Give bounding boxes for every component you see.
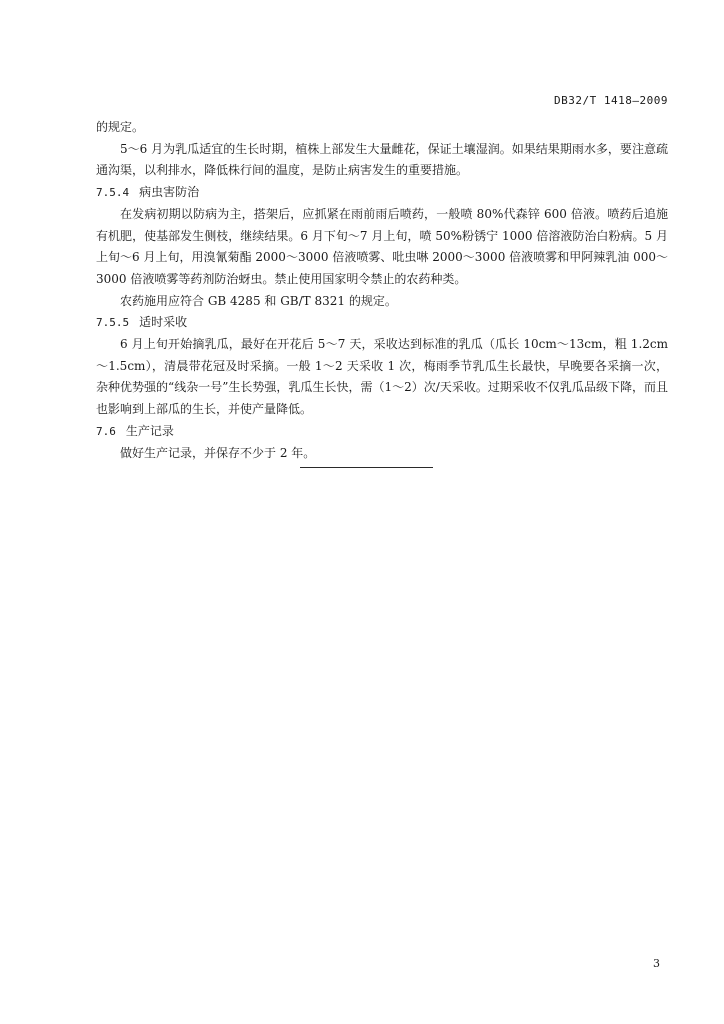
end-of-text-rule (300, 467, 433, 468)
section-number: 7.5.4 (96, 186, 130, 200)
section-title: 生产记录 (125, 423, 174, 438)
page-number: 3 (653, 957, 660, 970)
paragraph-disease-control: 在发病初期以防病为主，搭架后，应抓紧在雨前雨后喷药，一般喷 80%代森锌 600 倍液。喷药后追施有机肥，使基部发生侧枝，继续结果。6 月下旬～7 月上旬，喷 50%粉锈宁 1000 倍溶液防治白粉病。5 月上旬～6 月上旬，用溴氰菊酯 2000～3000 倍液喷雾、吡虫啉 2000～3000 倍液喷雾和甲阿辣乳油 000～3000 倍液喷雾等药剂防治蚜虫。禁止使用国家明令禁止的农药种类。 (96, 206, 668, 286)
section-heading-7-5-5 (96, 312, 668, 334)
paragraph-pesticide-standard: 农药施用应符合 GB 4285 和 GB/T 8321 的规定。 (120, 293, 397, 308)
paragraph-production-records: 做好生产记录，并保存不少于 2 年。 (120, 445, 316, 460)
standard-number-header: DB32/T 1418—2009 (554, 94, 668, 107)
paragraph-growth-period: 5～6 月为乳瓜适宜的生长时期，植株上部发生大量雌花，保证土壤湿润。如果结果期雨水多，要注意疏通沟渠，以利排水，降低株行间的温度，是防止病害发生的重要措施。 (96, 141, 668, 178)
paragraph-rules-end: 的规定。 (96, 120, 145, 134)
section-title: 病虫害防治 (139, 185, 200, 200)
section-heading-7-6 (96, 421, 668, 443)
paragraph-harvest: 6 月上旬开始摘乳瓜，最好在开花后 5～7 天，采收达到标准的乳瓜（瓜长 10cm～13cm，粗 1.2cm～1.5cm），清晨带花冠及时采摘。一般 1～2 天采收 1 次，梅雨季节乳瓜生长最快，早晚要各采摘一次，杂种优势强的“线杂一号”生长势强，乳瓜生长快，需（1～2）次/天采收。过期采收不仅乳瓜品级下降，而且也影响到上部瓜的生长，并使产量降低。 (96, 337, 668, 417)
section-heading-7-5-4 (96, 182, 668, 204)
document-body (96, 117, 668, 464)
section-number: 7.5.5 (96, 316, 130, 330)
section-number: 7.6 (96, 424, 116, 438)
section-title: 适时采收 (139, 315, 188, 330)
